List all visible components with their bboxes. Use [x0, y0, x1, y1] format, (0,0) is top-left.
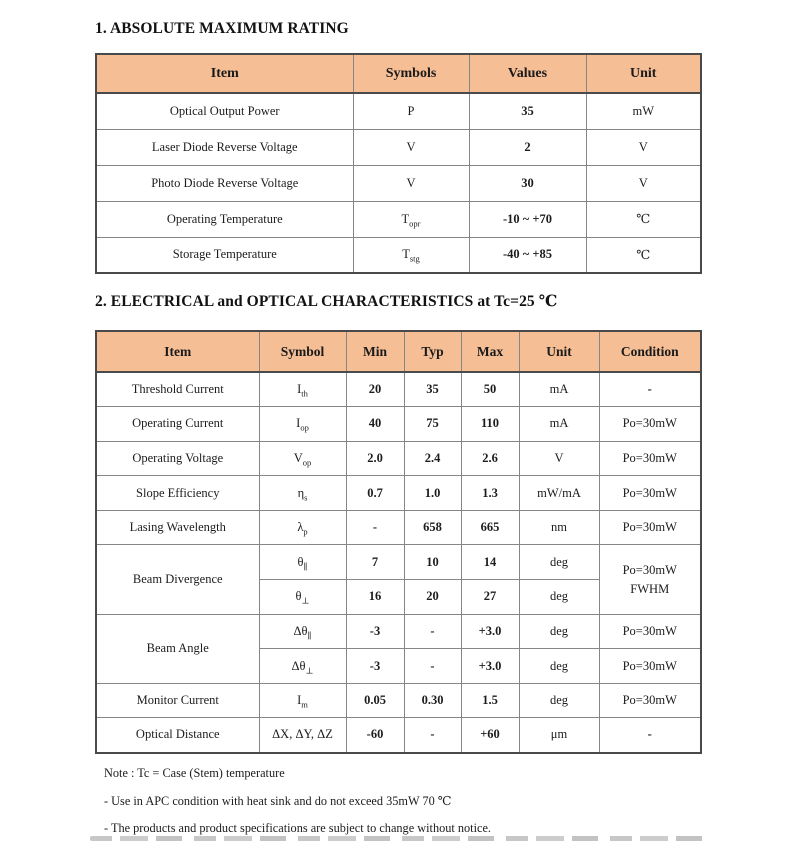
cell-condition: Po=30mW	[599, 407, 701, 442]
table1-header-item: Item	[96, 54, 353, 93]
cell-condition: Po=30mW	[599, 476, 701, 511]
table-row	[96, 201, 701, 237]
cell-max: +3.0	[461, 649, 519, 684]
table2-header-symbol: Symbol	[259, 331, 346, 372]
table-row	[96, 683, 701, 718]
cell-max: 14	[461, 545, 519, 580]
cell-symbol: $\Delta\theta_\perp$	[259, 649, 346, 684]
cell-typ: 0.30	[404, 683, 461, 718]
cell-item: Optical Distance	[96, 718, 259, 753]
cell-typ: 10	[404, 545, 461, 580]
cell-item: Slope Efficiency	[96, 476, 259, 511]
cell-symbol: $I_{op}$	[259, 407, 346, 442]
electrical-optical-characteristics-table	[95, 330, 702, 754]
absolute-maximum-rating-table	[95, 53, 702, 274]
table-row	[96, 510, 701, 545]
cell-max: 1.3	[461, 476, 519, 511]
cell-value: 30	[469, 165, 586, 201]
table1-header-values: Values	[469, 54, 586, 93]
cell-condition: -	[599, 372, 701, 407]
cell-min: -3	[346, 614, 404, 649]
cell-max: 50	[461, 372, 519, 407]
cell-unit: ℃	[586, 201, 701, 237]
table-row	[96, 476, 701, 511]
cell-symbol: $\theta_\perp$	[259, 580, 346, 615]
section1-title: 1. ABSOLUTE MAXIMUM RATING	[95, 20, 349, 37]
cell-symbol: ΔX, ΔY, ΔZ	[259, 718, 346, 753]
cell-symbol: $\theta_\parallel$	[259, 545, 346, 580]
cell-min: -3	[346, 649, 404, 684]
table-row	[96, 372, 701, 407]
cell-typ: 75	[404, 407, 461, 442]
cell-min: 20	[346, 372, 404, 407]
cell-item: Beam Angle	[96, 614, 259, 683]
cell-symbol: $T_{stg}$	[353, 237, 469, 273]
cell-condition: Po=30mW	[599, 683, 701, 718]
cell-typ: -	[404, 649, 461, 684]
cell-unit: ℃	[586, 237, 701, 273]
table-row	[96, 93, 701, 129]
cell-symbol: $\eta_s$	[259, 476, 346, 511]
cell-unit: deg	[519, 580, 599, 615]
cell-typ: 2.4	[404, 441, 461, 476]
cell-max: 110	[461, 407, 519, 442]
table-row	[96, 237, 701, 273]
cell-item: Lasing Wavelength	[96, 510, 259, 545]
cell-typ: 20	[404, 580, 461, 615]
note-apc-condition: - Use in APC condition with heat sink and do not exceed 35mW 70 ℃	[104, 793, 452, 808]
table1-header-unit: Unit	[586, 54, 701, 93]
cell-max: +60	[461, 718, 519, 753]
cut-off-next-line-fragment	[90, 836, 712, 841]
cell-condition: Po=30mW	[599, 441, 701, 476]
table1-header-symbols: Symbols	[353, 54, 469, 93]
cell-unit: nm	[519, 510, 599, 545]
cell-symbol: $V_{op}$	[259, 441, 346, 476]
cell-typ: -	[404, 718, 461, 753]
table2-header-typ: Typ	[404, 331, 461, 372]
cell-item: Monitor Current	[96, 683, 259, 718]
cell-unit: deg	[519, 649, 599, 684]
cell-unit: mW	[586, 93, 701, 129]
cell-item: Photo Diode Reverse Voltage	[96, 165, 353, 201]
cell-unit: mA	[519, 372, 599, 407]
cell-condition: Po=30mW FWHM	[599, 545, 701, 614]
cell-item: Laser Diode Reverse Voltage	[96, 129, 353, 165]
cell-item: Threshold Current	[96, 372, 259, 407]
cell-symbol: V	[353, 165, 469, 201]
cell-value: 35	[469, 93, 586, 129]
cell-item: Operating Temperature	[96, 201, 353, 237]
cell-max: 27	[461, 580, 519, 615]
cell-max: 1.5	[461, 683, 519, 718]
cell-condition: Po=30mW	[599, 510, 701, 545]
cell-typ: -	[404, 614, 461, 649]
table-row	[96, 407, 701, 442]
table-row	[96, 614, 701, 649]
cell-item: Operating Voltage	[96, 441, 259, 476]
cell-min: 2.0	[346, 441, 404, 476]
table-row	[96, 441, 701, 476]
cell-item: Optical Output Power	[96, 93, 353, 129]
cell-unit: V	[586, 165, 701, 201]
table2-header-min: Min	[346, 331, 404, 372]
cell-item: Beam Divergence	[96, 545, 259, 614]
cell-typ: 35	[404, 372, 461, 407]
cell-condition: -	[599, 718, 701, 753]
table2-header-row	[96, 331, 701, 372]
cell-min: -	[346, 510, 404, 545]
table2-header-item: Item	[96, 331, 259, 372]
cell-min: 7	[346, 545, 404, 580]
cell-value: 2	[469, 129, 586, 165]
cell-unit: V	[586, 129, 701, 165]
cell-unit: deg	[519, 683, 599, 718]
cell-max: +3.0	[461, 614, 519, 649]
section2-title: 2. ELECTRICAL and OPTICAL CHARACTERISTICS at Tc=25 ℃	[95, 293, 558, 310]
cell-min: 0.05	[346, 683, 404, 718]
cell-symbol: $\lambda_p$	[259, 510, 346, 545]
cell-unit: mA	[519, 407, 599, 442]
cell-min: 16	[346, 580, 404, 615]
cell-value: -40 ~ +85	[469, 237, 586, 273]
table2-header-condition: Condition	[599, 331, 701, 372]
cell-symbol: V	[353, 129, 469, 165]
table2-header-unit: Unit	[519, 331, 599, 372]
table-row	[96, 165, 701, 201]
table2-header-max: Max	[461, 331, 519, 372]
table-row	[96, 718, 701, 753]
cell-unit: deg	[519, 614, 599, 649]
cell-unit: V	[519, 441, 599, 476]
cell-condition: Po=30mW	[599, 649, 701, 684]
cell-unit: mW/mA	[519, 476, 599, 511]
cell-symbol: P	[353, 93, 469, 129]
cell-item: Storage Temperature	[96, 237, 353, 273]
cell-max: 665	[461, 510, 519, 545]
cell-symbol: $I_{th}$	[259, 372, 346, 407]
cell-symbol: $T_{opr}$	[353, 201, 469, 237]
cell-unit: deg	[519, 545, 599, 580]
cell-min: 0.7	[346, 476, 404, 511]
cell-min: -60	[346, 718, 404, 753]
table-row	[96, 129, 701, 165]
cell-value: -10 ~ +70	[469, 201, 586, 237]
cell-symbol: $I_m$	[259, 683, 346, 718]
cell-symbol: $\Delta\theta_\parallel$	[259, 614, 346, 649]
cell-typ: 1.0	[404, 476, 461, 511]
cell-min: 40	[346, 407, 404, 442]
cell-typ: 658	[404, 510, 461, 545]
cell-unit: μm	[519, 718, 599, 753]
note-tc-definition: Note : Tc = Case (Stem) temperature	[104, 766, 285, 780]
table1-header-row	[96, 54, 701, 93]
note-spec-change: - The products and product specifications are subject to change without notice.	[104, 821, 492, 835]
cell-item: Operating Current	[96, 407, 259, 442]
cell-max: 2.6	[461, 441, 519, 476]
cell-condition: Po=30mW	[599, 614, 701, 649]
table-row	[96, 545, 701, 580]
